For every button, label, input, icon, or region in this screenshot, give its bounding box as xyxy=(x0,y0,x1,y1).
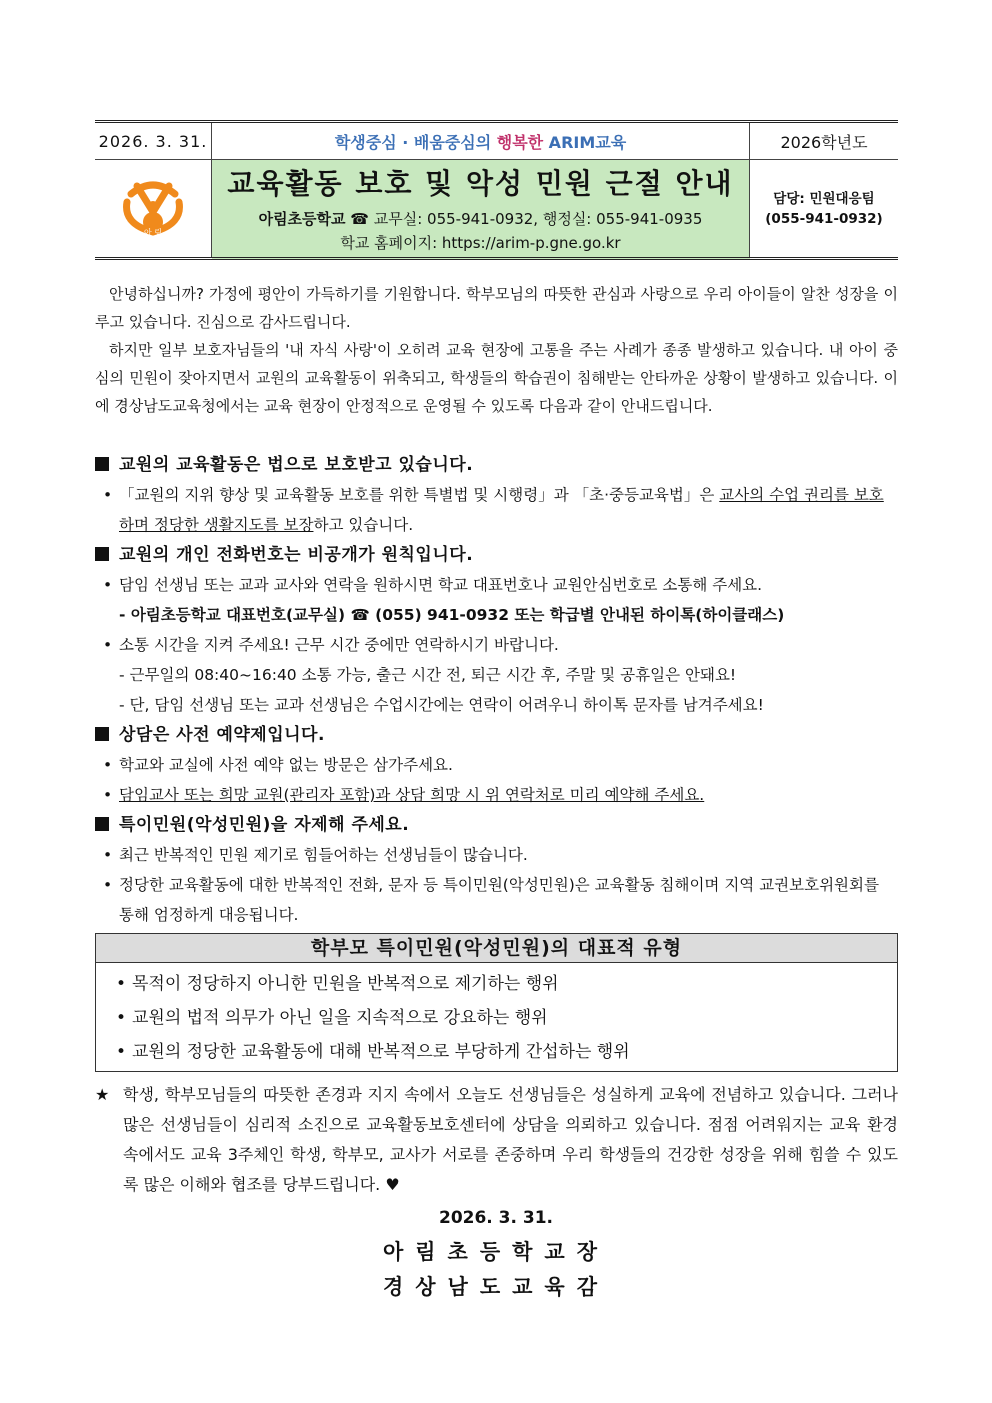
list-item: • 정당한 교육활동에 대한 반복적인 전화, 문자 등 특이민원(악성민원)은 교육활동 침해이며 지역 교권보호위원회를 통해 엄정하게 대응됩니다. xyxy=(95,870,898,930)
underlined-text: 담임교사 또는 희망 교원(관리자 포함)과 상담 희망 시 위 연락처로 미리 예약해 주세요. xyxy=(119,786,705,804)
square-bullet-icon xyxy=(95,727,109,741)
list-item: • 목적이 정당하지 아니한 민원을 반복적으로 제기하는 행위 xyxy=(96,967,897,1001)
law-underlined-text: 교사의 수업 권리를 보호하며 정당한 생활지도를 보장 xyxy=(119,486,884,534)
contact-phone: (055-941-0932) xyxy=(765,210,883,227)
closing-paragraph xyxy=(95,1080,898,1200)
logo-text: 아 림 xyxy=(144,227,162,237)
square-bullet-icon xyxy=(95,817,109,831)
sub-item: - 아림초등학교 대표번호(교무실) ☎ (055) 941-0932 또는 학급별 안내된 하이톡(하이클래스) xyxy=(119,606,785,624)
contact-label: 담당: 민원대응팀 xyxy=(773,190,875,207)
star-icon: ★ xyxy=(95,1085,110,1104)
sub-item: - 근무일의 08:40~16:40 소통 가능, 출근 시간 전, 퇴근 시간 후, 주말 및 공휴일은 안돼요! xyxy=(119,666,737,684)
section-heading-text: 상담은 사전 예약제입니다. xyxy=(119,725,325,745)
contact-block xyxy=(750,160,899,259)
school-logo-icon xyxy=(113,172,193,242)
section-malicious-complaints xyxy=(95,810,898,930)
section-heading-text: 특이민원(악성민원)을 자제해 주세요. xyxy=(119,815,410,835)
title-block xyxy=(212,160,750,259)
section-heading xyxy=(95,450,898,480)
list-item: • 담임 선생님 또는 교과 교사와 연락을 원하시면 학교 대표번호나 교원안심번호로 소통해 주세요. xyxy=(95,570,898,600)
motto-part1: 학생중심 · 배움중심의 xyxy=(334,132,497,152)
notice-page xyxy=(95,120,898,1200)
section-heading xyxy=(95,810,898,840)
header-date: 2026. 3. 31. xyxy=(95,122,212,160)
motto-part2: ARIM교육 xyxy=(543,132,627,152)
closing-text: 학생, 학부모님들의 따뜻한 존경과 지지 속에서 오늘도 선생님들은 성실하게 교육에 전념하고 있습니다. 그러나 많은 선생님들이 심리적 소진으로 교육활동보호센터에 상담을 의뢰하고 있습니다. 점점 어려워지는 교육 환경 속에서도 교육 3주체인 학생, 학부모, 교사가 서로를 존중하며 우리 학생들의 건강한 성장을 위해 힘쓸 수 있도록 많은 이해와 협조를 당부드립니다. xyxy=(123,1085,898,1194)
page-title: 교육활동 보호 및 악성 민원 근절 안내 xyxy=(227,167,734,200)
motto-accent: 행복한 xyxy=(496,132,544,152)
school-motto xyxy=(212,122,750,160)
header-table xyxy=(95,120,898,260)
list-item xyxy=(95,480,898,540)
section-reservation xyxy=(95,720,898,810)
intro xyxy=(95,280,898,420)
school-logo xyxy=(95,160,212,259)
heart-icon: ♥ xyxy=(385,1175,400,1194)
law-text: 「교원의 지위 향상 및 교육활동 보호를 위한 특별법 및 시행령」과 「초·중등교육법」은 xyxy=(119,486,720,504)
law-text-end: 하고 있습니다. xyxy=(313,516,414,534)
phone-numbers: ☎ 교무실: 055-941-0932, 행정실: 055-941-0935 xyxy=(345,210,703,228)
intro-paragraph-2: 하지만 일부 보호자님들의 '내 자식 사랑'이 오히려 교육 현장에 고통을 주는 사례가 종종 발생하고 있습니다. 내 아이 중심의 민원이 잦아지면서 교원의 교육활동이 위축되고, 학생들의 학습권이 침해받는 안타까운 상황이 발생하고 있습니다. 이에 경상남도교육청에서는 교육 현장이 안정적으로 운영될 수 있도록 다음과 같이 안내드립니다. xyxy=(95,341,898,415)
signature-date: 2026. 3. 31. xyxy=(438,1208,553,1228)
section-heading xyxy=(95,720,898,750)
school-year: 2026학년도 xyxy=(750,122,899,160)
intro-paragraph-1: 안녕하십니까? 가정에 평안이 가득하기를 기원합니다. 학부모님의 따뜻한 관심과 사랑으로 우리 아이들이 알찬 성장을 이루고 있습니다. 진심으로 감사드립니다. xyxy=(95,285,898,331)
list-item xyxy=(95,780,898,810)
signature-superintendent: 경상남도교육감 xyxy=(382,1275,609,1299)
school-phone-line xyxy=(212,208,749,229)
list-item: • 교원의 정당한 교육활동에 대해 반복적으로 부당하게 간섭하는 행위 xyxy=(96,1035,897,1069)
list-item: • 학교와 교실에 사전 예약 없는 방문은 삼가주세요. xyxy=(95,750,898,780)
complaint-types-title: 학부모 특이민원(악성민원)의 대표적 유형 xyxy=(96,934,897,963)
list-item: • 소통 시간을 지켜 주세요! 근무 시간 중에만 연락하시기 바랍니다. xyxy=(95,630,898,660)
sub-item: - 단, 담임 선생님 또는 교과 선생님은 수업시간에는 연락이 어려우니 하이톡 문자를 남겨주세요! xyxy=(119,696,764,714)
list-item: • 최근 반복적인 민원 제기로 힘들어하는 선생님들이 많습니다. xyxy=(95,840,898,870)
signature-principal: 아림초등학교장 xyxy=(382,1240,609,1264)
square-bullet-icon xyxy=(95,547,109,561)
section-legal-protection xyxy=(95,450,898,540)
complaint-types-box xyxy=(95,933,898,1072)
complaint-types-list xyxy=(96,963,897,1071)
section-heading xyxy=(95,540,898,570)
list-item: • 교원의 법적 의무가 아닌 일을 지속적으로 강요하는 행위 xyxy=(96,1001,897,1035)
section-heading-text: 교원의 개인 전화번호는 비공개가 원칙입니다. xyxy=(119,545,474,565)
school-homepage: 학교 홈페이지: https://arim-p.gne.go.kr xyxy=(340,234,621,252)
square-bullet-icon xyxy=(95,457,109,471)
section-heading-text: 교원의 교육활동은 법으로 보호받고 있습니다. xyxy=(119,455,474,475)
school-name: 아림초등학교 xyxy=(258,210,346,228)
section-phone-privacy xyxy=(95,540,898,720)
